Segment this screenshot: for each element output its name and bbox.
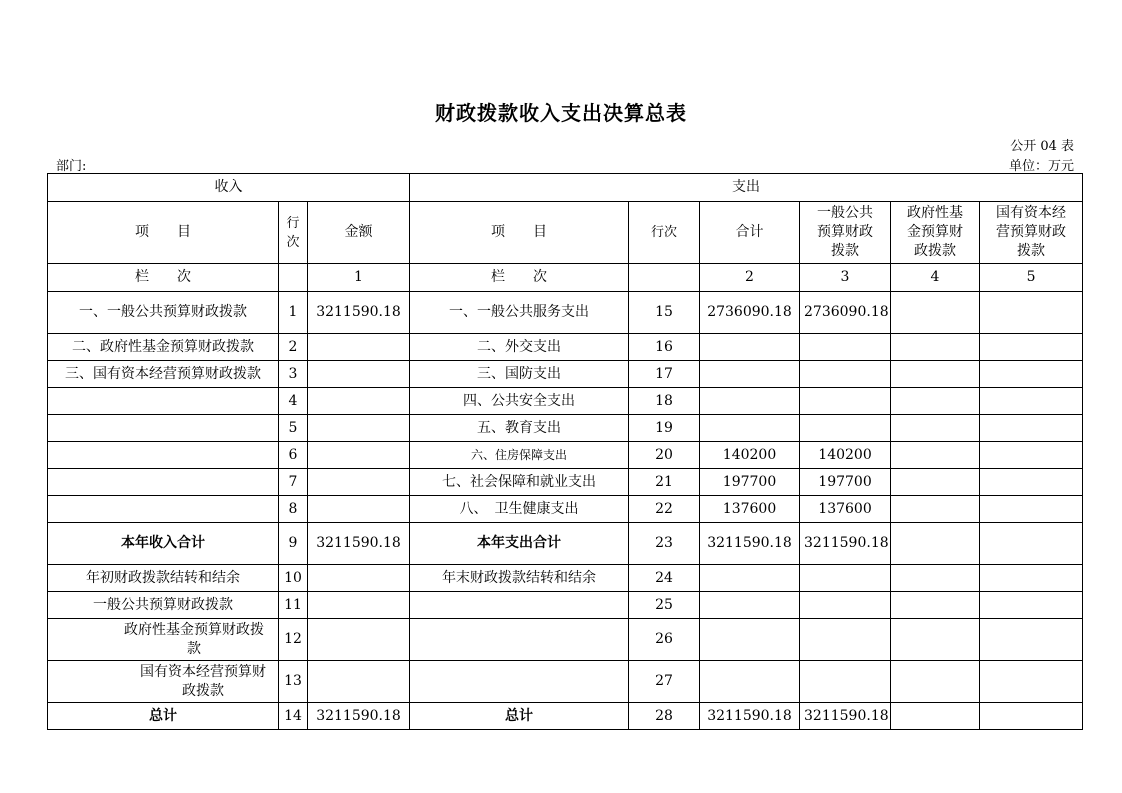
income-line-no: 7 <box>279 469 308 496</box>
expense-line-no: 26 <box>629 619 700 661</box>
empty-cell <box>308 565 410 592</box>
general-budget-header: 一般公共 预算财政 拨款 <box>800 202 891 264</box>
income-item: 一、一般公共预算财政拨款 <box>48 292 279 334</box>
expense-total: 137600 <box>700 496 800 523</box>
income-year-total-amount: 3211590.18 <box>308 523 410 565</box>
expense-line-no: 20 <box>629 442 700 469</box>
empty-cell <box>800 565 891 592</box>
empty-cell <box>891 523 980 565</box>
empty-cell <box>700 619 800 661</box>
income-line-no: 2 <box>279 334 308 361</box>
income-line-no: 6 <box>279 442 308 469</box>
income-item: 一般公共预算财政拨款 <box>48 592 279 619</box>
expense-general-budget <box>800 415 891 442</box>
expense-line-no: 25 <box>629 592 700 619</box>
income-amount <box>308 469 410 496</box>
expense-line-no: 21 <box>629 469 700 496</box>
income-year-total-label: 本年收入合计 <box>48 523 279 565</box>
expense-gov-fund <box>891 334 980 361</box>
expense-total: 140200 <box>700 442 800 469</box>
expense-general-budget <box>800 361 891 388</box>
year-total-row <box>48 523 1083 565</box>
table-row <box>48 334 1083 361</box>
income-line-no: 9 <box>279 523 308 565</box>
expense-general-budget: 197700 <box>800 469 891 496</box>
expense-total <box>700 334 800 361</box>
column-index: 4 <box>891 264 980 292</box>
empty-cell <box>308 619 410 661</box>
income-item: 政府性基金预算财政拨 款 <box>48 619 279 661</box>
expense-general-budget: 2736090.18 <box>800 292 891 334</box>
expense-grand-total-label: 总计 <box>410 703 629 730</box>
state-capital-header: 国有资本经 营预算财政 拨款 <box>980 202 1083 264</box>
empty-cell <box>891 565 980 592</box>
table-row <box>48 292 1083 334</box>
expense-state-capital <box>980 361 1083 388</box>
empty-cell <box>800 619 891 661</box>
income-line-no: 5 <box>279 415 308 442</box>
income-item: 国有资本经营预算财 政拨款 <box>48 661 279 703</box>
expense-gov-fund <box>891 292 980 334</box>
expense-gov-fund <box>891 496 980 523</box>
column-index: 1 <box>308 264 410 292</box>
expense-line-no: 28 <box>629 703 700 730</box>
expense-grand-general-budget: 3211590.18 <box>800 703 891 730</box>
income-amount <box>308 334 410 361</box>
expense-general-budget: 140200 <box>800 442 891 469</box>
expense-total: 197700 <box>700 469 800 496</box>
income-line-no: 14 <box>279 703 308 730</box>
income-amount-header: 金额 <box>308 202 410 264</box>
income-amount <box>308 442 410 469</box>
table-row <box>48 496 1083 523</box>
expense-gov-fund <box>891 361 980 388</box>
empty-cell <box>279 264 308 292</box>
table-row <box>48 361 1083 388</box>
empty-cell <box>980 661 1083 703</box>
expense-state-capital <box>980 334 1083 361</box>
expense-line-no: 18 <box>629 388 700 415</box>
expense-item: 四、公共安全支出 <box>410 388 629 415</box>
income-line-no: 11 <box>279 592 308 619</box>
income-item <box>48 415 279 442</box>
income-amount: 3211590.18 <box>308 292 410 334</box>
table-row <box>48 565 1083 592</box>
income-amount <box>308 361 410 388</box>
column-header-row <box>48 202 1083 264</box>
expense-gov-fund <box>891 442 980 469</box>
expense-line-no: 24 <box>629 565 700 592</box>
expense-total <box>700 361 800 388</box>
expense-item: 六、住房保障支出 <box>410 442 629 469</box>
empty-cell <box>891 592 980 619</box>
page-title: 财政拨款收入支出决算总表 <box>435 101 687 125</box>
empty-cell <box>700 592 800 619</box>
empty-cell <box>980 592 1083 619</box>
expense-line-no: 17 <box>629 361 700 388</box>
expense-general-budget: 137600 <box>800 496 891 523</box>
expense-item: 五、教育支出 <box>410 415 629 442</box>
expense-gov-fund <box>891 469 980 496</box>
empty-cell <box>700 661 800 703</box>
expense-general-budget <box>800 334 891 361</box>
table-row <box>48 592 1083 619</box>
income-item-header: 项 目 <box>48 202 279 264</box>
expense-item: 一、一般公共服务支出 <box>410 292 629 334</box>
expense-total <box>700 388 800 415</box>
table-row <box>48 469 1083 496</box>
expense-item <box>410 661 629 703</box>
expense-total: 2736090.18 <box>700 292 800 334</box>
expense-line-no: 19 <box>629 415 700 442</box>
expense-line-no: 16 <box>629 334 700 361</box>
income-item <box>48 388 279 415</box>
fiscal-report-table <box>47 173 1083 730</box>
expense-line-no: 23 <box>629 523 700 565</box>
income-line-no: 8 <box>279 496 308 523</box>
expense-line-no: 27 <box>629 661 700 703</box>
expense-line-no-header: 行次 <box>629 202 700 264</box>
unit-label: 单位：万元 <box>1008 159 1074 174</box>
income-amount <box>308 388 410 415</box>
empty-cell <box>700 565 800 592</box>
empty-cell <box>891 661 980 703</box>
empty-cell <box>800 661 891 703</box>
table-row <box>48 619 1083 661</box>
empty-cell <box>891 703 980 730</box>
income-line-no: 13 <box>279 661 308 703</box>
column-index: 5 <box>980 264 1083 292</box>
section-header-row <box>48 174 1083 202</box>
column-index: 2 <box>700 264 800 292</box>
income-item: 年初财政拨款结转和结余 <box>48 565 279 592</box>
expense-state-capital <box>980 442 1083 469</box>
income-amount <box>308 415 410 442</box>
empty-cell <box>980 619 1083 661</box>
income-line-no: 10 <box>279 565 308 592</box>
expense-gov-fund <box>891 388 980 415</box>
empty-cell <box>629 264 700 292</box>
expense-total-header: 合计 <box>700 202 800 264</box>
column-label: 栏 次 <box>410 264 629 292</box>
expense-state-capital <box>980 415 1083 442</box>
table-row <box>48 442 1083 469</box>
expense-line-no: 15 <box>629 292 700 334</box>
expense-year-general-budget: 3211590.18 <box>800 523 891 565</box>
income-line-no: 4 <box>279 388 308 415</box>
form-number: 公开 04 表 <box>1010 139 1074 154</box>
income-section-header: 收入 <box>48 174 410 202</box>
empty-cell <box>308 592 410 619</box>
income-amount <box>308 496 410 523</box>
expense-item: 年末财政拨款结转和结余 <box>410 565 629 592</box>
income-item: 二、政府性基金预算财政拨款 <box>48 334 279 361</box>
table-row <box>48 661 1083 703</box>
department-label: 部门: <box>56 159 87 174</box>
expense-state-capital <box>980 388 1083 415</box>
income-item <box>48 469 279 496</box>
expense-year-total: 3211590.18 <box>700 523 800 565</box>
expense-item: 七、社会保障和就业支出 <box>410 469 629 496</box>
expense-item <box>410 592 629 619</box>
income-line-no-header: 行 次 <box>279 202 308 264</box>
income-line-no: 12 <box>279 619 308 661</box>
expense-total <box>700 415 800 442</box>
expense-state-capital <box>980 496 1083 523</box>
column-index-row <box>48 264 1083 292</box>
table-row <box>48 388 1083 415</box>
expense-section-header: 支出 <box>410 174 1083 202</box>
expense-item: 八、 卫生健康支出 <box>410 496 629 523</box>
grand-total-row <box>48 703 1083 730</box>
income-item: 三、国有资本经营预算财政拨款 <box>48 361 279 388</box>
empty-cell <box>980 523 1083 565</box>
income-item <box>48 496 279 523</box>
income-grand-total-amount: 3211590.18 <box>308 703 410 730</box>
empty-cell <box>800 592 891 619</box>
income-grand-total-label: 总计 <box>48 703 279 730</box>
expense-state-capital <box>980 469 1083 496</box>
empty-cell <box>980 703 1083 730</box>
gov-fund-header: 政府性基 金预算财 政拨款 <box>891 202 980 264</box>
empty-cell <box>980 565 1083 592</box>
column-index: 3 <box>800 264 891 292</box>
expense-item <box>410 619 629 661</box>
table-row <box>48 415 1083 442</box>
expense-item: 二、外交支出 <box>410 334 629 361</box>
expense-grand-total: 3211590.18 <box>700 703 800 730</box>
expense-general-budget <box>800 388 891 415</box>
empty-cell <box>891 619 980 661</box>
income-item <box>48 442 279 469</box>
empty-cell <box>308 661 410 703</box>
column-label: 栏 次 <box>48 264 279 292</box>
expense-item-header: 项 目 <box>410 202 629 264</box>
expense-gov-fund <box>891 415 980 442</box>
expense-line-no: 22 <box>629 496 700 523</box>
expense-item: 三、国防支出 <box>410 361 629 388</box>
income-line-no: 3 <box>279 361 308 388</box>
income-line-no: 1 <box>279 292 308 334</box>
expense-state-capital <box>980 292 1083 334</box>
expense-year-total-label: 本年支出合计 <box>410 523 629 565</box>
